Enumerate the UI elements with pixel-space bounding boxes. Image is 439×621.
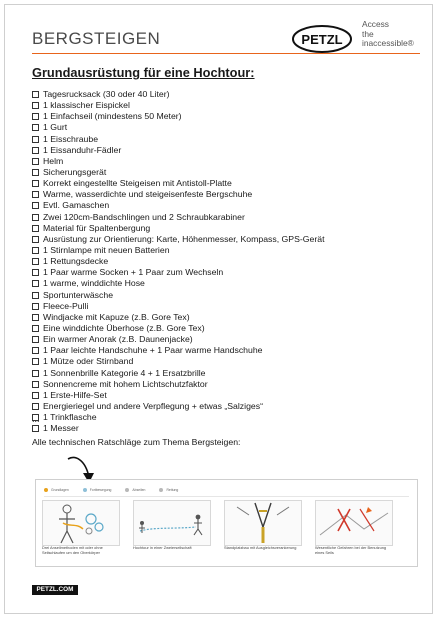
checkbox-icon[interactable] [32,325,39,332]
checkbox-icon[interactable] [32,124,39,131]
checkbox-icon[interactable] [32,269,39,276]
checklist-item-label: Sportunterwäsche [43,289,114,300]
checkbox-icon[interactable] [32,102,39,109]
header-rule [32,53,420,54]
checklist-item [32,200,325,211]
checklist-item [32,167,325,178]
checklist-item [32,234,325,245]
checkbox-icon[interactable] [32,158,39,165]
checklist-item-label: 1 Paar warme Socken + 1 Paar zum Wechseln [43,267,224,278]
checkbox-icon[interactable] [32,381,39,388]
checkbox-icon[interactable] [32,292,39,299]
panel-tabs [44,485,178,494]
section-heading: Grundausrüstung für eine Hochtour: [32,65,255,80]
document-page [4,4,433,614]
checklist-item-label: 1 Mütze oder Stirnband [43,356,134,367]
checkbox-icon[interactable] [32,392,39,399]
checklist-item [32,334,325,345]
checkbox-icon[interactable] [32,425,39,432]
tab-abseilen[interactable]: Abseilen [125,488,145,492]
checkbox-icon[interactable] [32,113,39,120]
petzl-logo [292,25,352,53]
checklist-item-label: Helm [43,155,64,166]
anchor-sling-icon [225,501,301,545]
checkbox-icon[interactable] [32,336,39,343]
checklist-item-label: 1 Messer [43,423,79,434]
checklist-item-label: Warme, wasserdichte und steigeisenfeste Bergschuhe [43,189,253,200]
advice-intro: Alle technischen Ratschläge zum Thema Bergsteigen: [32,437,241,447]
checkbox-icon[interactable] [32,403,39,410]
caption-rope-hazards: Wesentliche Gefahren bei der Benutzung eines Seils [315,545,387,555]
checkbox-icon[interactable] [32,370,39,377]
checkbox-icon[interactable] [32,225,39,232]
checklist-item [32,89,325,100]
checkbox-icon[interactable] [32,303,39,310]
thumbnail-rope-hazards[interactable] [315,500,393,546]
equipment-checklist [32,89,325,434]
panel-divider [44,496,409,497]
tab-dot [125,488,129,492]
checklist-item [32,290,325,301]
checklist-item [32,412,325,423]
checklist-item [32,134,325,145]
checklist-item [32,423,325,434]
checkbox-icon[interactable] [32,358,39,365]
tab-fortbewegung[interactable]: Fortbewegung [83,488,112,492]
checklist-item-label: Eine winddichte Überhose (z.B. Gore Tex) [43,322,205,333]
checkbox-icon[interactable] [32,314,39,321]
checklist-item [32,356,325,367]
checklist-item [32,368,325,379]
list-ellipsis: ... [32,414,40,424]
checklist-item-label: 1 klassischer Eispickel [43,100,130,111]
checkbox-icon[interactable] [32,136,39,143]
checklist-item-label: 1 Rettungsdecke [43,256,109,267]
checklist-item [32,178,325,189]
caption-anchor: Standplatzbau mit Ausgleichsverankerung [224,545,297,550]
checklist-item-label: 1 Gurt [43,122,68,133]
checklist-item [32,278,325,289]
checklist-item-label: 1 Stirnlampe mit neuen Batterien [43,244,170,255]
checklist-item-label: 1 warme, winddichte Hose [43,278,145,289]
checkbox-icon[interactable] [32,191,39,198]
checklist-item [32,390,325,401]
checklist-item-label: 1 Eisschraube [43,133,99,144]
page-title: BERGSTEIGEN [32,29,161,48]
checkbox-icon[interactable] [32,280,39,287]
caption-rope-team: Hochtour in einer Zweierseilschaft [133,545,192,550]
footer-logo[interactable]: PETZL.COM [32,585,78,595]
checkbox-icon[interactable] [32,258,39,265]
checklist-item [32,145,325,156]
rope-team-icon [134,501,210,545]
checklist-item [32,256,325,267]
climber-harness-icon [43,501,119,545]
checklist-item-label: Sicherungsgerät [43,166,107,177]
checklist-item-label: 1 Paar leichte Handschuhe + 1 Paar warme Handschuhe [43,345,263,356]
thumbnail-rope-team[interactable] [133,500,211,546]
checklist-item-label: Korrekt eingestellte Steigeisen mit Antistoll-Platte [43,178,232,189]
tab-dot [83,488,87,492]
checkbox-icon[interactable] [32,236,39,243]
thumbnail-anchor[interactable] [224,500,302,546]
checklist-item [32,379,325,390]
checklist-item-label: Tagesrucksack (30 oder 40 Liter) [43,89,170,99]
checklist-item [32,189,325,200]
checklist-item-label: 1 Erste-Hilfe-Set [43,389,107,400]
access-tagline: Access the inaccessible® [362,19,414,49]
checklist-item [32,301,325,312]
checklist-item-label: Sonnencreme mit hohem Lichtschutzfaktor [43,378,208,389]
advice-panel[interactable] [35,479,418,567]
checkbox-icon[interactable] [32,247,39,254]
checklist-item-label: Windjacke mit Kapuze (z.B. Gore Tex) [43,311,190,322]
checklist-item-label: 1 Einfachseil (mindestens 50 Meter) [43,111,182,122]
checkbox-icon[interactable] [32,347,39,354]
checkbox-icon[interactable] [32,91,39,98]
checklist-item [32,345,325,356]
checkbox-icon[interactable] [32,214,39,221]
tab-grundlagen[interactable]: Grundlagen [44,488,69,492]
checklist-item-label: Ein warmer Anorak (z.B. Daunenjacke) [43,334,193,345]
checklist-item-label: Ausrüstung zur Orientierung: Karte, Höhenmesser, Kompass, GPS-Gerät [43,233,325,244]
tab-dot [44,488,48,492]
checklist-item [32,223,325,234]
checklist-item [32,122,325,133]
svg-text:PETZL: PETZL [301,32,343,47]
checkbox-icon[interactable] [32,147,39,154]
checklist-item [32,111,325,122]
tab-rettung[interactable]: Rettung [159,488,178,492]
checklist-item [32,312,325,323]
checklist-item [32,245,325,256]
checklist-item [32,267,325,278]
checklist-item-label: Energieriegel und andere Verpflegung + etwas „Salziges“ [43,400,263,411]
hazard-icon [316,501,392,545]
checklist-item [32,100,325,111]
checklist-item-label: Zwei 120cm-Bandschlingen und 2 Schraubkarabiner [43,211,245,222]
checklist-item [32,156,325,167]
caption-tie-in: Drei Anseilmethoden mit oder ohne Seilschlaufen um den Oberkörper [42,545,103,555]
checklist-item-label: 1 Sonnenbrille Kategorie 4 + 1 Ersatzbrille [43,367,206,378]
checkbox-icon[interactable] [32,180,39,187]
checkbox-icon[interactable] [32,169,39,176]
checkbox-icon[interactable] [32,202,39,209]
page-header [5,5,432,57]
checklist-item [32,212,325,223]
checklist-item-label: Material für Spaltenbergung [43,222,151,233]
checklist-item-label: Evtl. Gamaschen [43,200,110,211]
checklist-item-label: 1 Trinkflasche [43,412,97,423]
tab-dot [159,488,163,492]
checklist-item [32,401,325,412]
checklist-item-label: Fleece-Pulli [43,300,89,311]
checklist-item [32,323,325,334]
thumbnail-tie-in[interactable] [42,500,120,546]
checklist-item-label: 1 Eissanduhr-Fädler [43,144,122,155]
